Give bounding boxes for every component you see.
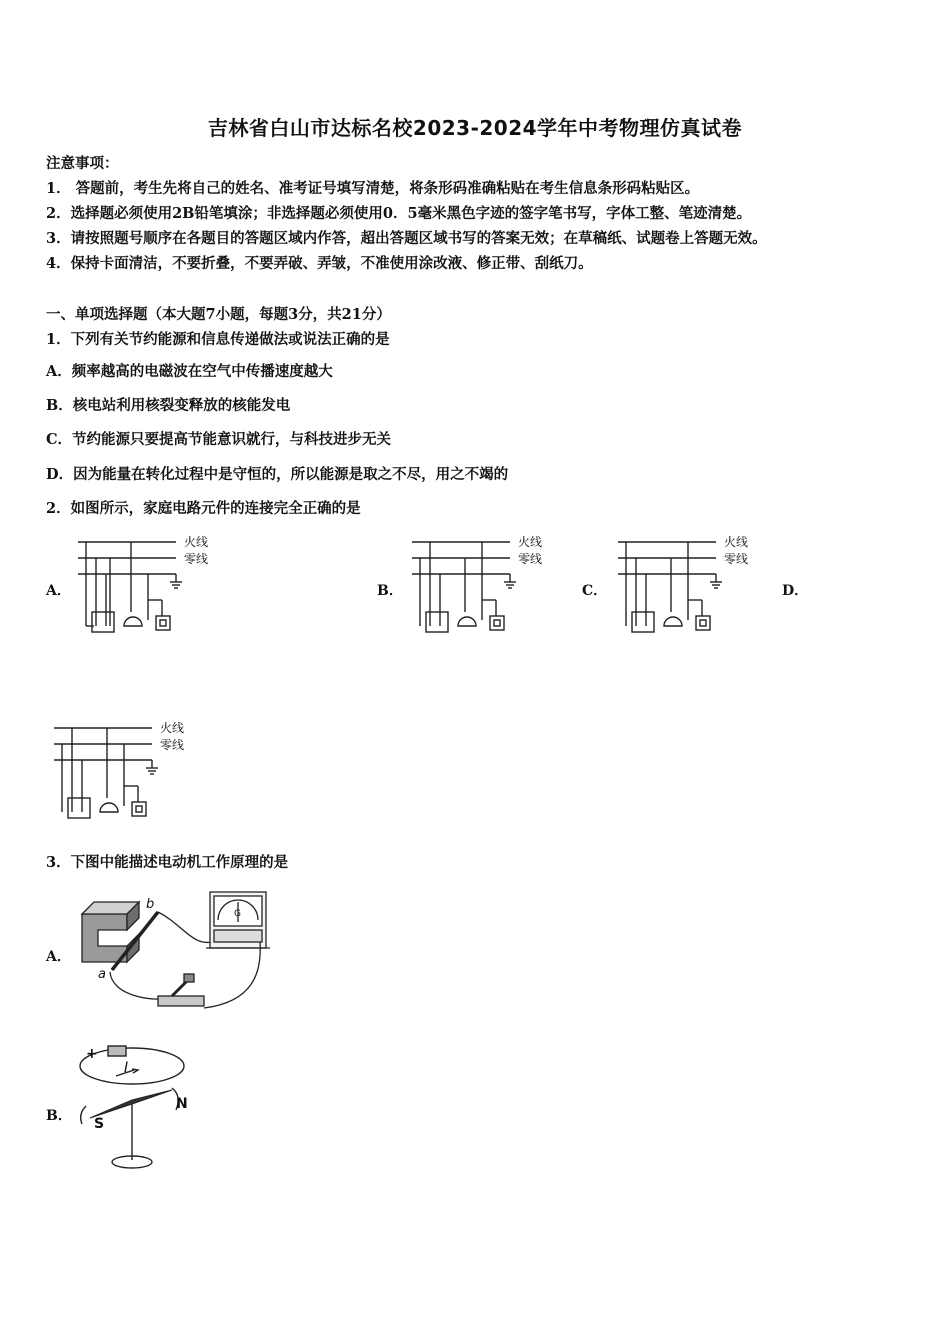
neutral-wire-label: 零线: [184, 552, 209, 566]
q3b-label-n: N: [176, 1096, 188, 1112]
q3b-label-i: I: [124, 1060, 129, 1076]
question-1-stem: 1．下列有关节约能源和信息传递做法或说法正确的是: [46, 331, 390, 348]
q2-label-a: A．: [46, 583, 71, 599]
q3b-label-s: S: [94, 1116, 105, 1132]
notice-item: 3．请按照题号顺序在各题目的答题区域内作答，超出答题区域书写的答案无效；在草稿纸、试题卷上答题无效。: [46, 230, 767, 247]
q3b-label-plus: +: [86, 1046, 98, 1062]
q3a-label-b: b: [146, 897, 155, 912]
q1-option-b: B．核电站利用核裂变释放的核能发电: [46, 397, 291, 414]
question-2-stem: 2．如图所示，家庭电路元件的连接完全正确的是: [46, 500, 361, 517]
q1-option-c: C．节约能源只要提高节能意识就行，与科技进步无关: [46, 431, 392, 448]
notice-item: 4．保持卡面清洁，不要折叠，不要弄破、弄皱，不准使用涂改液、修正带、刮纸刀。: [46, 255, 593, 272]
q3-label-b: B．: [46, 1108, 72, 1124]
page-title: 吉林省白山市达标名校2023-2024学年中考物理仿真试卷: [207, 116, 743, 140]
neutral-wire-label: 零线: [160, 738, 185, 752]
live-wire-label: 火线: [518, 535, 543, 549]
q3-label-a: A．: [46, 949, 71, 965]
q2-label-b: B．: [377, 583, 403, 599]
question-3-stem: 3．下图中能描述电动机工作原理的是: [46, 854, 289, 871]
notice-item: 2．选择题必须使用2B铅笔填涂；非选择题必须使用0．5毫米黑色字迹的签字笔书写，字体工整、笔迹清楚。: [46, 205, 752, 222]
q3-figure-a: [72, 884, 272, 1018]
q3a-label-a: a: [98, 967, 106, 982]
q2-circuit-d: [52, 716, 202, 826]
q2-label-d: D．: [782, 583, 809, 599]
q1-option-d: D．因为能量在转化过程中是守恒的，所以能源是取之不尽，用之不竭的: [46, 466, 509, 483]
neutral-wire-label: 零线: [724, 552, 749, 566]
q2-label-c: C．: [582, 583, 608, 599]
q2-circuit-b: [410, 530, 560, 640]
q3-figure-b: [72, 1038, 202, 1176]
q2-circuit-c: [616, 530, 766, 640]
q1-option-a: A．频率越高的电磁波在空气中传播速度越大: [46, 363, 333, 380]
notice-item: 1． 答题前，考生先将自己的姓名、准考证号填写清楚，将条形码准确粘贴在考生信息条形码粘贴区。: [46, 180, 700, 197]
live-wire-label: 火线: [724, 535, 749, 549]
live-wire-label: 火线: [160, 721, 185, 735]
neutral-wire-label: 零线: [518, 552, 543, 566]
section-heading: 一、单项选择题（本大题7小题，每题3分，共21分）: [46, 306, 391, 323]
q3a-meter-label: G: [234, 909, 241, 919]
q2-circuit-a: [76, 530, 226, 640]
live-wire-label: 火线: [184, 535, 209, 549]
notice-heading: 注意事项：: [46, 155, 119, 172]
